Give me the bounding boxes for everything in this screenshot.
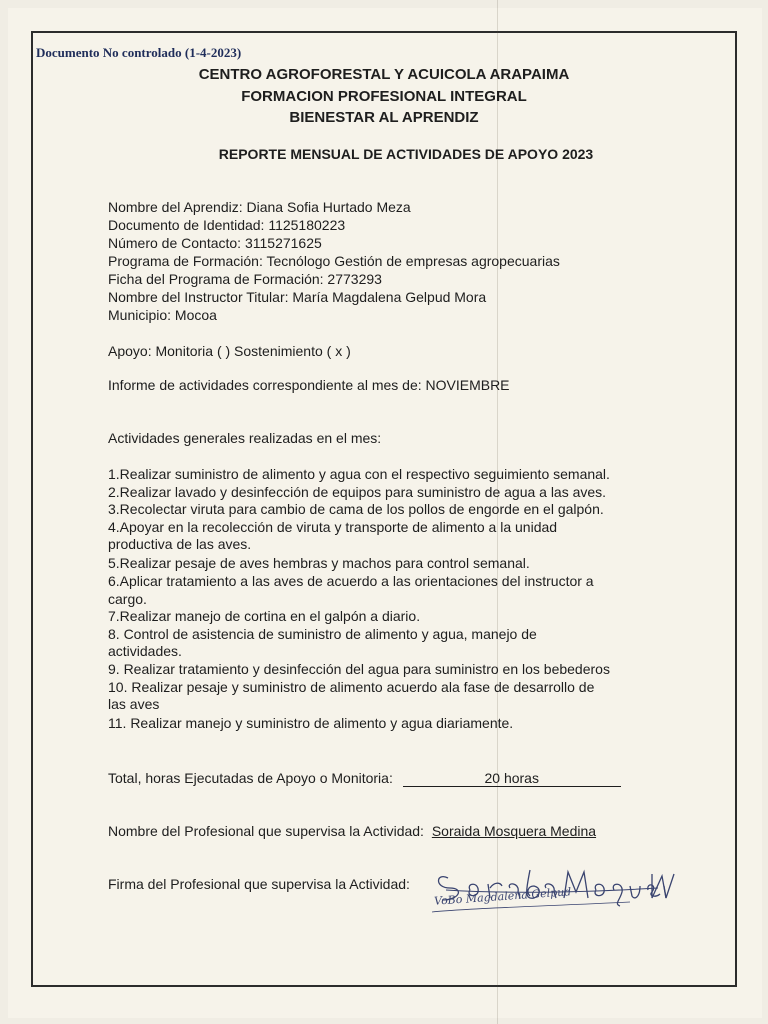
apprentice-name: Nombre del Aprendiz: Diana Sofia Hurtado Meza [108, 199, 411, 215]
month-report: Informe de actividades correspondiente al mes de: NOVIEMBRE [108, 377, 510, 393]
activity-line: 4.Apoyar en la recolección de viruta y transporte de alimento a la unidad [108, 519, 558, 535]
program-code: Ficha del Programa de Formación: 2773293 [108, 271, 382, 287]
activity-line: 9. Realizar tratamiento y desinfección del agua para suministro en los bebederos [108, 661, 610, 677]
apprentice-contact: Número de Contacto: 3115271625 [108, 235, 322, 251]
org-name: CENTRO AGROFORESTAL Y ACUICOLA ARAPAIMA [198, 66, 570, 83]
apprentice-id: Documento de Identidad: 1125180223 [108, 217, 346, 233]
activities-heading: Actividades generales realizadas en el mes: [108, 430, 382, 446]
activity-line: 5.Realizar pesaje de aves hembras y machos para control semanal. [108, 555, 530, 571]
activity-line: 11. Realizar manejo y suministro de alimento y agua diariamente. [108, 715, 514, 731]
instructor-name: Nombre del Instructor Titular: María Magdalena Gelpud Mora [108, 289, 487, 305]
vobo-annotation: VoBo Magdalena Gelpud [433, 885, 572, 908]
activity-line: 7.Realizar manejo de cortina en el galpón a diario. [108, 608, 421, 624]
supervisor-row [108, 822, 596, 840]
activity-line: 10. Realizar pesaje y suministro de alimento acuerdo ala fase de desarrollo de [108, 679, 595, 695]
activity-line: 3.Recolectar viruta para cambio de cama de los pollos de engorde en el galpón. [108, 501, 604, 517]
signature-label: Firma del Profesional que supervisa la Actividad: [108, 876, 410, 892]
supervisor-name: Soraida Mosquera Medina [431, 823, 597, 839]
municipality: Municipio: Mocoa [108, 307, 217, 323]
org-department: BIENESTAR AL APRENDIZ [289, 109, 479, 126]
training-program: Programa de Formación: Tecnólogo Gestión de empresas agropecuarias [108, 253, 560, 269]
org-division: FORMACION PROFESIONAL INTEGRAL [241, 88, 527, 105]
hours-value: 20 horas [403, 770, 621, 787]
activity-line: 6.Aplicar tratamiento a las aves de acuerdo a las orientaciones del instructor a [108, 573, 594, 589]
activity-line: cargo. [108, 591, 147, 607]
activity-line: actividades. [108, 643, 182, 659]
hours-row [108, 769, 621, 787]
supervisor-name-label: Nombre del Profesional que supervisa la Actividad: [108, 823, 424, 839]
activity-line: 8. Control de asistencia de suministro de alimento y agua, manejo de [108, 626, 537, 642]
activity-line: productiva de las aves. [108, 536, 252, 552]
activity-line: 2.Realizar lavado y desinfección de equipos para suministro de agua a las aves. [108, 484, 607, 500]
support-type: Apoyo: Monitoria ( ) Sostenimiento ( x ) [108, 343, 351, 359]
control-note: Documento No controlado (1-4-2023) [36, 45, 242, 60]
signature-row [108, 875, 410, 893]
activity-line: 1.Realizar suministro de alimento y agua con el respectivo seguimiento semanal. [108, 466, 610, 482]
hours-label: Total, horas Ejecutadas de Apoyo o Monitoria: [108, 770, 393, 786]
activity-line: las aves [108, 696, 160, 712]
report-title: REPORTE MENSUAL DE ACTIVIDADES DE APOYO 2023 [218, 146, 594, 162]
